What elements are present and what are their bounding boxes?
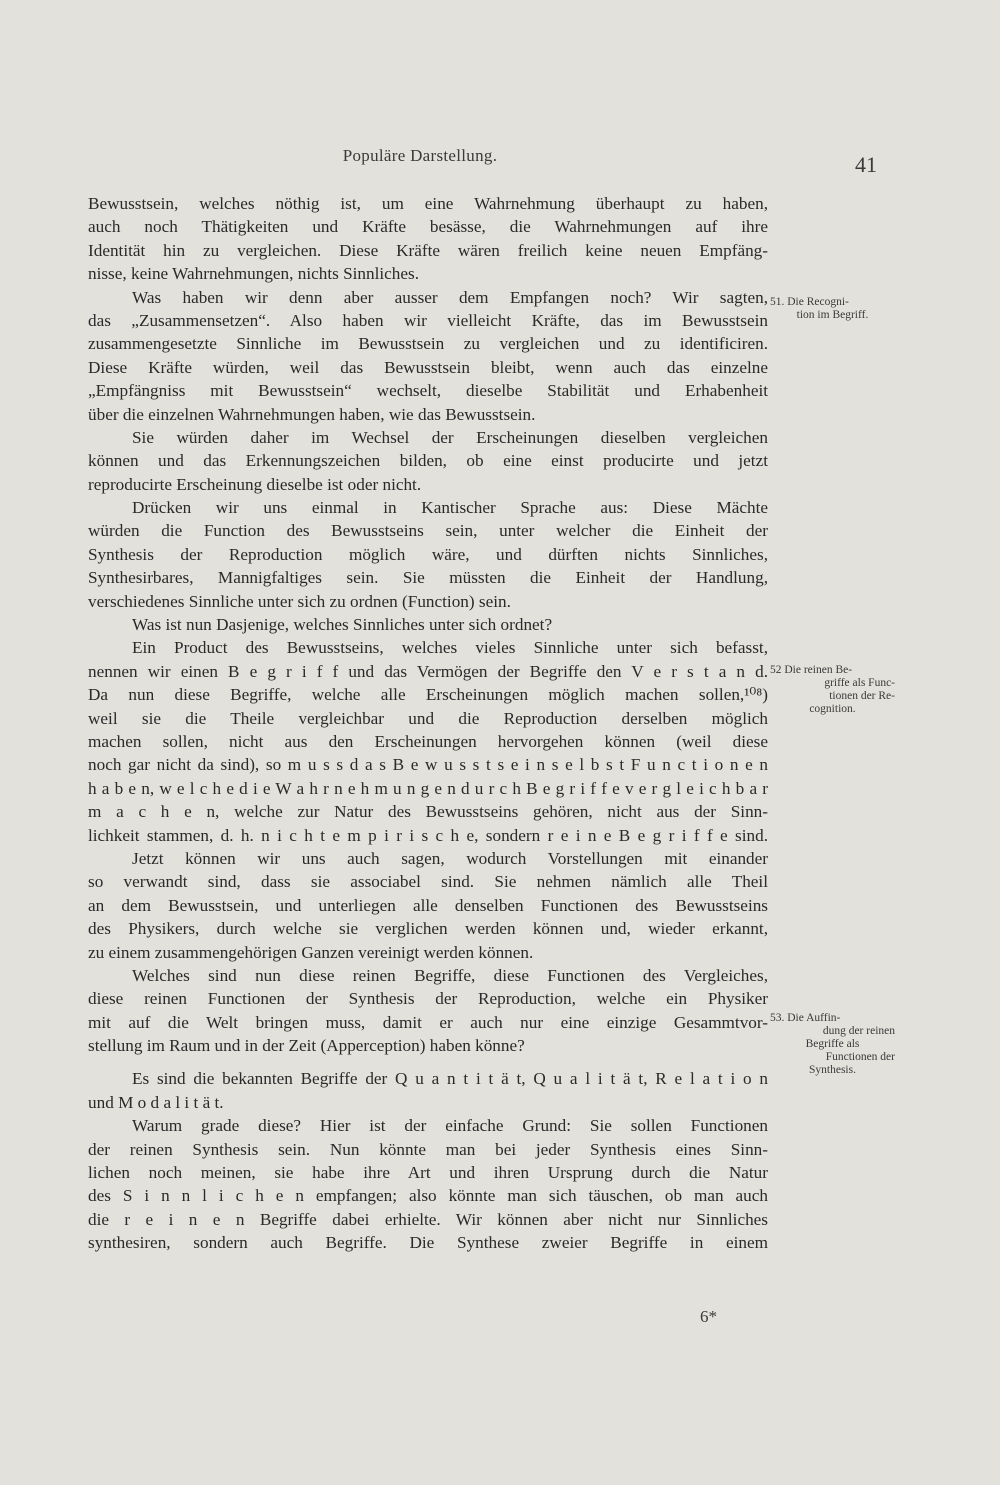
margin-note-line: Functionen der	[825, 1051, 895, 1063]
text-line: Welches sind nun diese reinen Begriffe, diese Functionen des Vergleiches,	[132, 965, 768, 985]
text-line: zu einem zusammengehörigen Ganzen vereinigt werden können.	[88, 942, 534, 962]
signature-mark: 6*	[700, 1307, 717, 1326]
text-line: das „Zusammensetzen“. Also haben wir vielleicht Kräfte, das im Bewusstsein	[88, 310, 768, 330]
text-line: an dem Bewusstsein, und unterliegen alle denselben Functionen des Bewusstseins	[88, 895, 768, 915]
paragraph-gap	[88, 1057, 768, 1067]
margin-note-line: Synthesis.	[809, 1064, 856, 1076]
text-line: über die einzelnen Wahrnehmungen haben, wie das Bewusstsein.	[88, 404, 536, 424]
margin-note-line: tionen der Re-	[829, 690, 895, 702]
margin-note-line: tion im Begriff.	[796, 309, 869, 321]
margin-note-line: Begriffe als	[805, 1038, 860, 1050]
text-line: Synthesis der Reproduction möglich wäre, und dürften nichts Sinnliches,	[88, 544, 768, 564]
text-line: verschiedenes Sinnliche unter sich zu ordnen (Function) sein.	[88, 591, 511, 611]
text-line: Warum grade diese? Hier ist der einfache Grund: Sie sollen Functionen	[132, 1116, 768, 1136]
text-line: reproducirte Erscheinung dieselbe ist oder nicht.	[88, 474, 422, 494]
text-line: nennen wir einen B e g r i f f und das Vermögen der Begriffe den V e r s t a n d.	[88, 661, 768, 681]
text-line: Drücken wir uns einmal in Kantischer Sprache aus: Diese Mächte	[132, 498, 768, 518]
margin-note-line: 51. Die Recogni-	[770, 296, 849, 308]
text-line: diese reinen Functionen der Synthesis der Reproduction, welche ein Physiker	[88, 989, 768, 1009]
margin-note-line: 52 Die reinen Be-	[770, 664, 853, 676]
running-header: Populäre Darstellung.	[342, 146, 498, 165]
text-line: würden die Function des Bewusstseins sein, unter welcher die Einheit der	[88, 521, 768, 541]
text-line: so verwandt sind, dass sie associabel sind. Sie nehmen nämlich alle Theil	[88, 872, 768, 892]
text-line: noch gar nicht da sind), so m u s s d a s B e w u s s t s e i n s e l b s t F u n c t i o n e n	[88, 755, 768, 775]
margin-note-53	[770, 1012, 895, 1077]
text-line: die r e i n e n Begriffe dabei erhielte. Wir können aber nicht nur Sinnliches	[88, 1209, 768, 1229]
text-line: des S i n n l i c h e n empfangen; also könnte man sich täuschen, ob man auch	[88, 1186, 768, 1206]
body-text	[88, 192, 768, 1255]
margin-note-line: 53. Die Auffin-	[770, 1012, 841, 1024]
text-line: Sie würden daher im Wechsel der Erscheinungen dieselben vergleichen	[132, 427, 768, 447]
text-line: mit auf die Welt bringen muss, damit er auch nur eine einzige Gesammtvor-	[88, 1012, 768, 1032]
text-line: synthesiren, sondern auch Begriffe. Die Synthese zweier Begriffe in einem	[88, 1233, 768, 1253]
text-line: weil sie die Theile vergleichbar und die Reproduction derselben möglich	[88, 708, 768, 728]
text-line: Ein Product des Bewusstseins, welches vieles Sinnliche unter sich befasst,	[132, 638, 768, 658]
text-line: Da nun diese Begriffe, welche alle Erscheinungen möglich machen sollen,¹⁰⁸)	[88, 685, 768, 705]
margin-note-51	[770, 296, 895, 322]
text-line: Jetzt können wir uns auch sagen, wodurch Vorstellungen mit einander	[132, 848, 768, 868]
text-line: nisse, keine Wahrnehmungen, nichts Sinnliches.	[88, 264, 420, 284]
text-line: h a b e n, w e l c h e d i e W a h r n e h m u n g e n d u r c h B e g r i f f e v e r g l e i c h b a r	[88, 778, 768, 798]
text-line: machen sollen, nicht aus den Erscheinungen hervorgehen können (weil diese	[88, 731, 768, 751]
text-line: der reinen Synthesis sein. Nun könnte man bei jeder Synthesis eines Sinn-	[88, 1139, 768, 1159]
text-line: „Empfängniss mit Bewusstsein“ wechselt, dieselbe Stabilität und Erhabenheit	[88, 381, 768, 401]
margin-note-line: griffe als Func-	[824, 677, 895, 689]
text-line: auch noch Thätigkeiten und Kräfte besässe, die Wahrnehmungen auf ihre	[88, 217, 768, 237]
text-line: Es sind die bekannten Begriffe der Q u a n t i t ä t, Q u a l i t ä t, R e l a t i o n	[132, 1069, 768, 1089]
page-number: 41	[855, 152, 877, 177]
text-line: des Physikers, durch welche sie verglichen werden können und, wieder erkannt,	[88, 919, 768, 939]
text-line: lichkeit stammen, d. h. n i c h t e m p i r i s c h e, sondern r e i n e B e g r i f f e sind.	[88, 825, 768, 845]
text-line: Diese Kräfte würden, weil das Bewusstsein bleibt, wenn auch das einzelne	[88, 357, 768, 377]
margin-note-line: cognition.	[809, 703, 856, 715]
text-line: und M o d a l i t ä t.	[88, 1092, 224, 1112]
text-line: Identität hin zu vergleichen. Diese Kräfte wären freilich keine neuen Empfäng-	[88, 240, 768, 260]
text-line: zusammengesetzte Sinnliche im Bewusstsein zu vergleichen und zu identificiren.	[88, 334, 768, 354]
text-line: m a c h e n, welche zur Natur des Bewusstseins gehören, nicht aus der Sinn-	[88, 802, 768, 822]
text-line: Was ist nun Dasjenige, welches Sinnliches unter sich ordnet?	[132, 615, 553, 635]
margin-note-52	[770, 664, 895, 716]
text-line: können und das Erkennungszeichen bilden, ob eine einst producirte und jetzt	[88, 451, 768, 471]
margin-note-line: dung der reinen	[822, 1025, 895, 1037]
text-line: Bewusstsein, welches nöthig ist, um eine Wahrnehmung überhaupt zu haben,	[88, 194, 768, 213]
text-line: Synthesirbares, Mannigfaltiges sein. Sie müssten die Einheit der Handlung,	[88, 568, 768, 588]
text-line: Was haben wir denn aber ausser dem Empfangen noch? Wir sagten,	[132, 287, 768, 307]
text-line: lichen noch meinen, sie habe ihre Art und ihren Ursprung durch die Natur	[88, 1163, 768, 1183]
text-line: stellung im Raum und in der Zeit (Apperception) haben könne?	[88, 1036, 525, 1056]
